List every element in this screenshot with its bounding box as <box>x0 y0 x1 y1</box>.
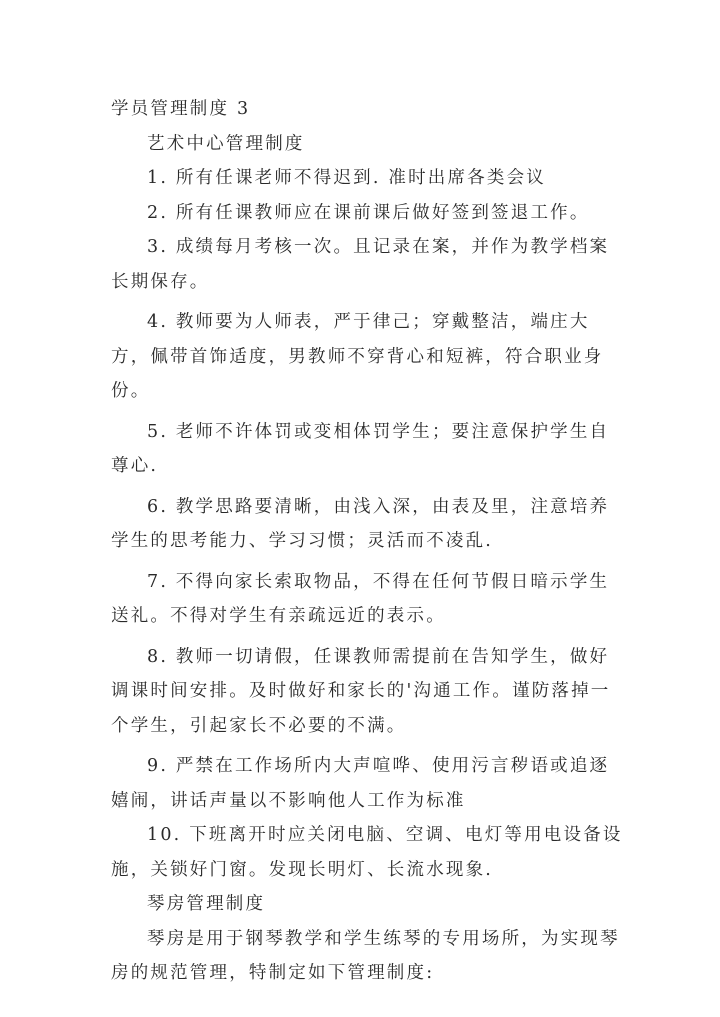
rule-item-6: 6. 教学思路要清晰，由浅入深，由表及里，注意培养学生的思考能力、学习习惯；灵活而不凌乱. <box>111 496 610 551</box>
section-heading-piano-room: 琴房管理制度 <box>147 894 266 914</box>
rule-item-7: 7. 不得向家长索取物品，不得在任何节假日暗示学生送礼。不得对学生有亲疏远近的表示。 <box>111 571 610 626</box>
rule-item-10: 10. 下班离开时应关闭电脑、空调、电灯等用电设备设施，关锁好门窗。发现长明灯、长流水现象. <box>111 825 623 880</box>
rule-item-1: 1. 所有任课老师不得迟到. 准时出席各类会议 <box>147 168 546 188</box>
section-heading-art-center: 艺术中心管理制度 <box>147 133 305 154</box>
rule-item-2: 2. 所有任课教师应在课前课后做好签到签退工作。 <box>147 202 590 223</box>
document-body <box>111 92 626 991</box>
rule-item-9: 9. 严禁在工作场所内大声喧哗、使用污言秽语或追逐嬉闹，讲话声量以不影响他人工作为标准 <box>111 756 610 811</box>
rule-item-8: 8. 教师一切请假，任课教师需提前在告知学生，做好调课时间安排。及时做好和家长的'沟通工作。谨防落掉一个学生，引起家长不必要的不满。 <box>111 646 611 736</box>
section-intro-piano-room: 琴房是用于钢琴教学和学生练琴的专用场所，为实现琴房的规范管理，特制定如下管理制度: <box>111 928 620 983</box>
document-title: 学员管理制度 3 <box>111 99 251 119</box>
rule-item-4: 4. 教师要为人师表，严于律己；穿戴整洁，端庄大方，佩带首饰适度，男教师不穿背心和短裤，符合职业身份。 <box>111 312 604 401</box>
rule-item-3: 3. 成绩每月考核一次。且记录在案，并作为教学档案长期保存。 <box>111 237 610 292</box>
rule-item-5: 5. 老师不许体罚或变相体罚学生；要注意保护学生自尊心. <box>111 421 610 476</box>
